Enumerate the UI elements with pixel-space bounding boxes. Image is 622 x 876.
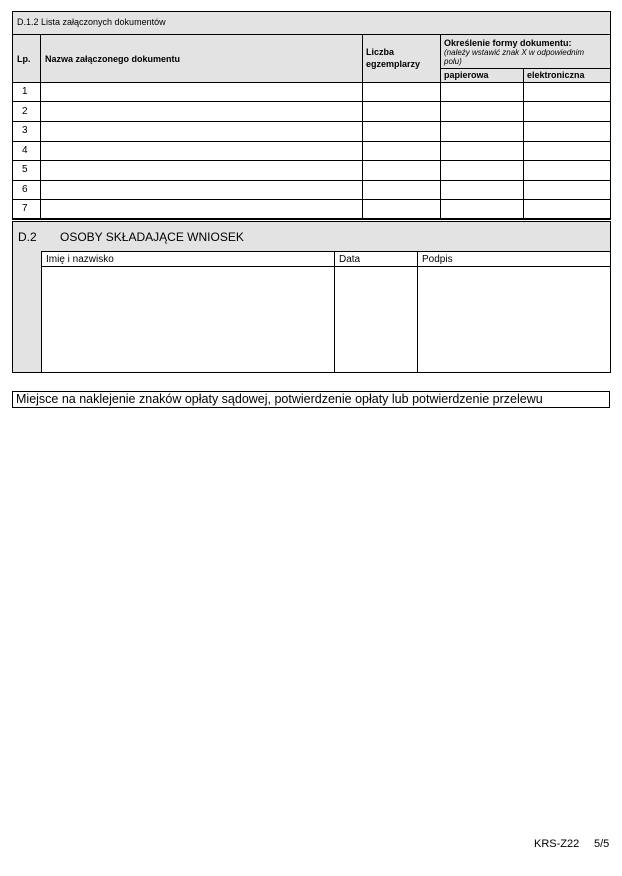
electronic-form-cell[interactable] — [524, 102, 610, 121]
paper-form-cell[interactable] — [441, 142, 523, 160]
applicant-signature-header: Podpis — [422, 254, 453, 265]
column-header-copies-line1: Liczba — [366, 47, 395, 57]
paper-form-cell[interactable] — [441, 161, 523, 180]
paper-form-cell[interactable] — [441, 102, 523, 121]
applicant-signature-field[interactable] — [418, 267, 610, 372]
copies-cell[interactable] — [363, 142, 440, 160]
attached-documents-title: D.1.2 Lista załączonych dokumentów — [17, 17, 166, 27]
form-code: KRS-Z22 — [534, 838, 580, 850]
page-number: 5/5 — [594, 838, 610, 850]
copies-cell[interactable] — [363, 181, 440, 199]
column-header-paper: papierowa — [444, 70, 489, 80]
row-number: 2 — [22, 106, 28, 117]
paper-form-cell[interactable] — [441, 83, 523, 101]
applicants-section-number: D.2 — [18, 230, 37, 244]
column-header-document-form: Określenie formy dokumentu: — [444, 38, 572, 48]
document-name-cell[interactable] — [41, 200, 362, 218]
row-number: 4 — [22, 145, 28, 156]
document-name-cell[interactable] — [41, 122, 362, 141]
document-name-cell[interactable] — [41, 181, 362, 199]
electronic-form-cell[interactable] — [524, 83, 610, 101]
electronic-form-cell[interactable] — [524, 200, 610, 218]
row-number: 6 — [22, 184, 28, 195]
column-header-document-name: Nazwa załączonego dokumentu — [45, 54, 181, 64]
document-name-cell[interactable] — [41, 102, 362, 121]
paper-form-cell[interactable] — [441, 200, 523, 218]
paper-form-cell[interactable] — [441, 181, 523, 199]
applicant-date-header: Data — [339, 254, 361, 265]
court-fee-label: Miejsce na naklejenie znaków opłaty sądowej, potwierdzenie opłaty lub potwierdzenie przelewu — [16, 392, 543, 406]
row-number: 5 — [22, 164, 28, 175]
row-number: 7 — [22, 203, 28, 214]
copies-cell[interactable] — [363, 200, 440, 218]
document-name-cell[interactable] — [41, 83, 362, 101]
paper-form-cell[interactable] — [441, 122, 523, 141]
row-number: 3 — [22, 125, 28, 136]
applicants-section-title: OSOBY SKŁADAJĄCE WNIOSEK — [60, 230, 244, 244]
applicant-name-field[interactable] — [42, 267, 334, 372]
copies-cell[interactable] — [363, 83, 440, 101]
electronic-form-cell[interactable] — [524, 161, 610, 180]
electronic-form-cell[interactable] — [524, 142, 610, 160]
column-header-copies-line2: egzemplarzy — [366, 59, 421, 69]
copies-cell[interactable] — [363, 102, 440, 121]
document-form-hint-line2: polu) — [444, 57, 462, 66]
document-name-cell[interactable] — [41, 161, 362, 180]
electronic-form-cell[interactable] — [524, 181, 610, 199]
copies-cell[interactable] — [363, 122, 440, 141]
electronic-form-cell[interactable] — [524, 122, 610, 141]
copies-cell[interactable] — [363, 161, 440, 180]
column-header-lp: Lp. — [17, 54, 31, 64]
applicant-date-field[interactable] — [335, 267, 417, 372]
column-header-electronic: elektroniczna — [527, 70, 585, 80]
row-number: 1 — [22, 86, 28, 97]
document-form-hint-line1: (należy wstawić znak X w odpowiednim — [444, 48, 585, 57]
applicant-name-header: Imię i nazwisko — [46, 254, 114, 265]
document-name-cell[interactable] — [41, 142, 362, 160]
